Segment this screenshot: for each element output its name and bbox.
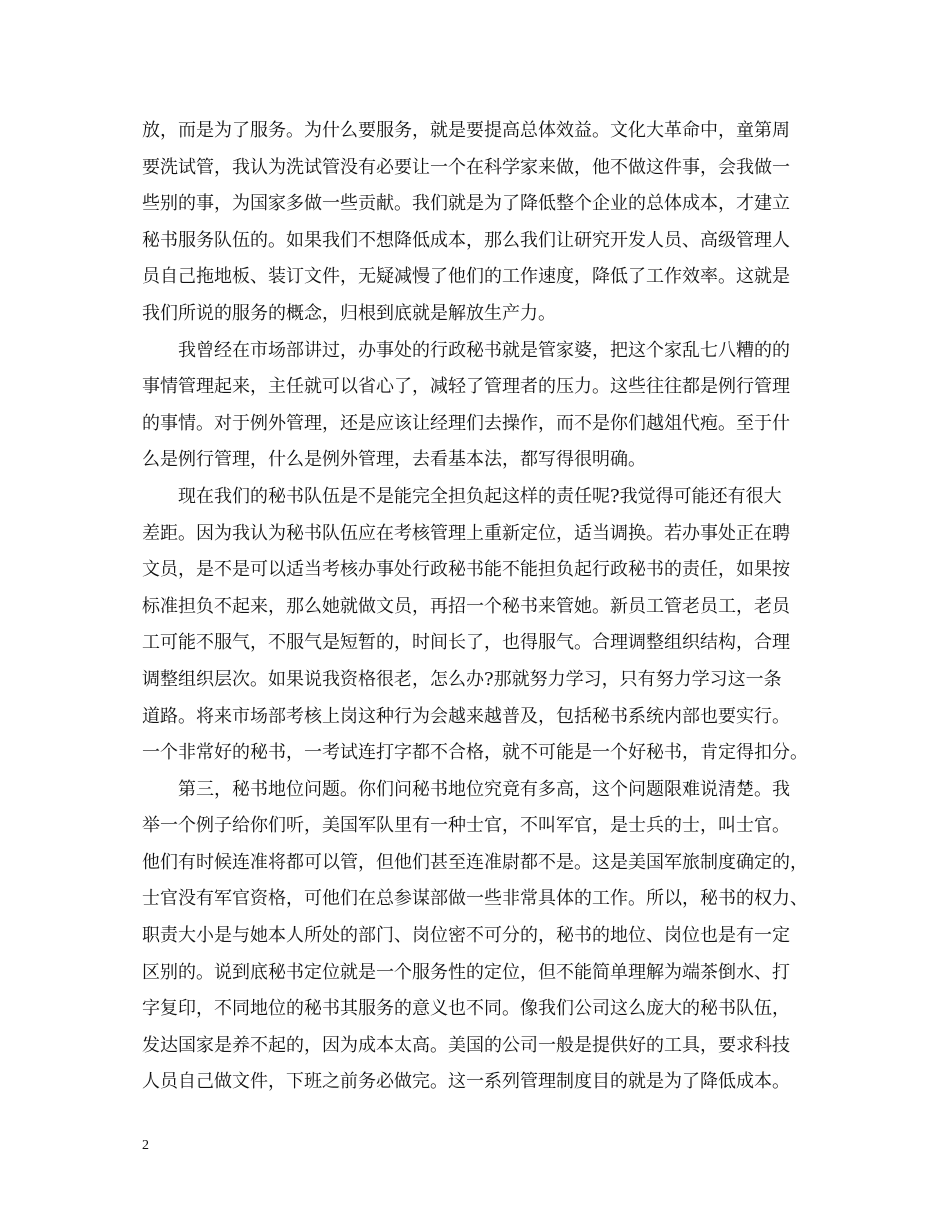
text-line: 要洗试管，我认为洗试管没有必要让一个在科学家来做，他不做这件事，会我做一 [142, 156, 790, 178]
text-line: 我们所说的服务的概念，归根到底就是解放生产力。 [142, 302, 556, 324]
text-line: 举一个例子给你们听，美国军队里有一种士官，不叫军官，是士兵的士，叫士官。 [142, 815, 790, 837]
text-line: 工可能不服气，不服气是短暂的，时间长了，也得服气。合理调整组织结构，合理 [142, 632, 790, 654]
text-line: 事情管理起来，主任就可以省心了，减轻了管理者的压力。这些往往都是例行管理 [142, 376, 790, 398]
text-line: 区别的。说到底秘书定位就是一个服务性的定位，但不能简单理解为端茶倒水、打 [142, 961, 790, 983]
body-text [142, 113, 810, 1101]
text-line: 么是例行管理，什么是例外管理，去看基本法，都写得很明确。 [142, 449, 646, 471]
page-number: 2 [142, 1138, 149, 1153]
text-line: 字复印，不同地位的秘书其服务的意义也不同。像我们公司这么庞大的秘书队伍， [142, 998, 790, 1020]
text-line: 文员，是不是可以适当考核办事处行政秘书能不能担负起行政秘书的责任，如果按 [142, 559, 790, 581]
text-line: 员自己拖地板、装订文件，无疑减慢了他们的工作速度，降低了工作效率。这就是 [142, 266, 790, 288]
paragraph-start-line: 第三，秘书地位问题。你们问秘书地位究竟有多高，这个问题限难说清楚。我 [178, 778, 790, 800]
text-line: 他们有时候连准将都可以管，但他们甚至连准尉都不是。这是美国军旅制度确定的， [142, 851, 808, 873]
text-line: 差距。因为我认为秘书队伍应在考核管理上重新定位，适当调换。若办事处正在聘 [142, 522, 790, 544]
text-line: 道路。将来市场部考核上岗这种行为会越来越普及，包括秘书系统内部也要实行。 [142, 705, 790, 727]
text-line: 士官没有军官资格，可他们在总参谋部做一些非常具体的工作。所以，秘书的权力、 [142, 888, 808, 910]
text-line: 职责大小是与她本人所处的部门、岗位密不可分的，秘书的地位、岗位也是有一定 [142, 925, 790, 947]
paragraph-start-line: 我曾经在市场部讲过，办事处的行政秘书就是管家婆，把这个家乱七八糟的的 [178, 339, 790, 361]
text-line: 人员自己做文件，下班之前务必做完。这一系列管理制度目的就是为了降低成本。 [142, 1071, 790, 1093]
text-line: 调整组织层次。如果说我资格很老，怎么办?那就努力学习，只有努力学习这一条 [142, 668, 782, 690]
paragraph-start-line: 现在我们的秘书队伍是不是能完全担负起这样的责任呢?我觉得可能还有很大 [178, 485, 782, 507]
text-line: 发达国家是养不起的，因为成本太高。美国的公司一般是提供好的工具，要求科技 [142, 1034, 790, 1056]
text-line: 标准担负不起来，那么她就做文员，再招一个秘书来管她。新员工管老员工，老员 [142, 595, 790, 617]
text-line: 一个非常好的秘书，一考试连打字都不合格，就不可能是一个好秘书，肯定得扣分。 [142, 742, 808, 764]
text-line: 的事情。对于例外管理，还是应该让经理们去操作，而不是你们越俎代疱。至于什 [142, 412, 790, 434]
text-line: 放，而是为了服务。为什么要服务，就是要提高总体效益。文化大革命中，童第周 [142, 120, 790, 141]
text-line: 秘书服务队伍的。如果我们不想降低成本，那么我们让研究开发人员、高级管理人 [142, 229, 790, 251]
text-line: 些别的事，为国家多做一些贡献。我们就是为了降低整个企业的总体成本，才建立 [142, 193, 790, 215]
